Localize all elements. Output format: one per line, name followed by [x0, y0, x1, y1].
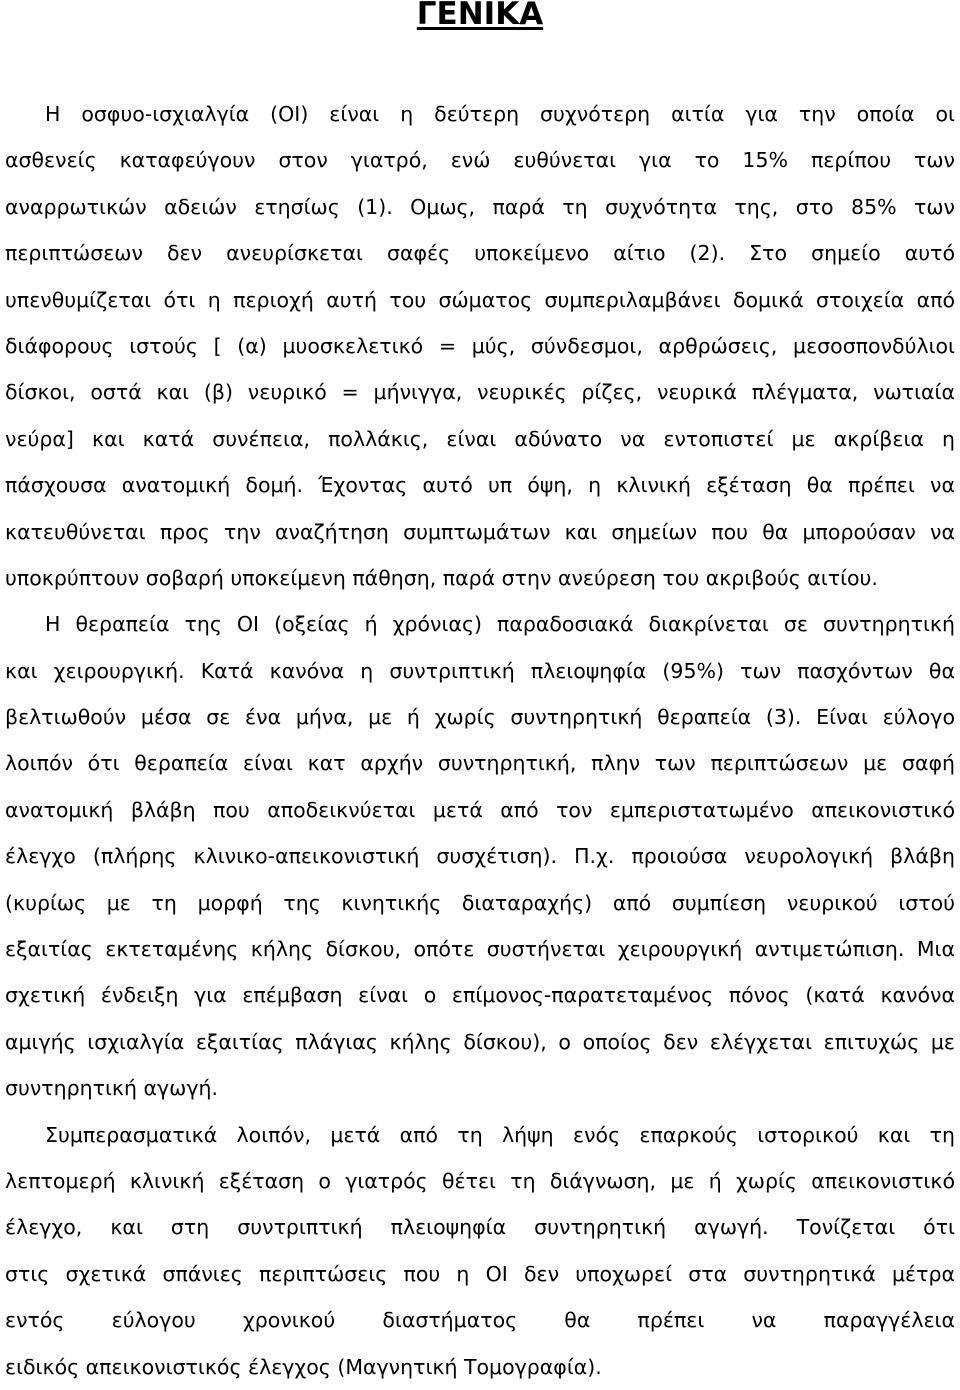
text-line: δίσκοι, οστά και (β) νευρικό = μήνιγγα, νευρικές ρίζες, νευρικά πλέγματα, νωτιαία: [5, 380, 955, 405]
text-line: συντηρητική αγωγή.: [5, 1076, 218, 1101]
text-line: διάφορους ιστούς [ (α) μυοσκελετικό = μύς, σύνδεσμοι, αρθρώσεις, μεσοσπονδύλιοι: [5, 333, 955, 358]
text-line: και χειρουργική. Κατά κανόνα η συντριπτική πλειοψηφία (95%) των πασχόντων θα: [5, 658, 955, 683]
page-title: ΓΕΝΙΚΑ: [416, 0, 544, 32]
text-line: αμιγής ισχιαλγία εξαιτίας πλάγιας κήλης δίσκου), ο οποίος δεν ελέγχεται επιτυχώς με: [5, 1029, 955, 1054]
text-line: κατευθύνεται προς την αναζήτηση συμπτωμάτων και σημείων που θα μπορούσαν να: [5, 519, 955, 544]
text-line: Η οσφυο-ισχιαλγία (ΟΙ) είναι η δεύτερη συχνότερη αιτία για την οποία οι: [45, 102, 955, 126]
text-line: σχετική ένδειξη για επέμβαση είναι ο επίμονος-παρατεταμένος πόνος (κατά κανόνα: [5, 983, 955, 1008]
text-line: Η θεραπεία της ΟΙ (οξείας ή χρόνιας) παραδοσιακά διακρίνεται σε συντηρητική: [45, 612, 955, 637]
text-line: υπενθυμίζεται ότι η περιοχή αυτή του σώματος συμπεριλαμβάνει δομικά στοιχεία από: [5, 287, 955, 312]
text-line: νεύρα] και κατά συνέπεια, πολλάκις, είναι αδύνατο να εντοπιστεί με ακρίβεια η: [5, 426, 955, 451]
text-line: υποκρύπτουν σοβαρή υποκείμενη πάθηση, παρά στην ανεύρεση του ακριβούς αιτίου.: [5, 565, 878, 590]
text-line: λεπτομερή κλινική εξέταση ο γιατρός θέτει τη διάγνωση, με ή χωρίς απεικονιστικό: [5, 1168, 955, 1193]
text-line: ανατομική βλάβη που αποδεικνύεται μετά από τον εμπεριστατωμένο απεικονιστικό: [5, 797, 955, 822]
text-line: εξαιτίας εκτεταμένης κήλης δίσκου, οπότε συστήνεται χειρουργική αντιμετώπιση. Μια: [5, 937, 955, 962]
text-line: στις σχετικά σπάνιες περιπτώσεις που η ΟΙ δεν υποχωρεί στα συντηρητικά μέτρα: [5, 1261, 955, 1286]
text-line: λοιπόν ότι θεραπεία είναι κατ αρχήν συντηρητική, πλην των περιπτώσεων με σαφή: [5, 751, 955, 776]
text-line: έλεγχο, και στη συντριπτική πλειοψηφία συντηρητική αγωγή. Τονίζεται ότι: [5, 1215, 955, 1240]
text-line: Συμπερασματικά λοιπόν, μετά από τη λήψη ενός επαρκούς ιστορικού και τη: [45, 1122, 955, 1147]
text-line: αναρρωτικών αδειών ετησίως (1). Ομως, παρά τη συχνότητα της, στο 85% των: [5, 194, 955, 219]
text-line: βελτιωθούν μέσα σε ένα μήνα, με ή χωρίς συντηρητική θεραπεία (3). Είναι εύλογο: [5, 705, 955, 730]
document-body: [5, 91, 955, 1390]
text-line: πάσχουσα ανατομική δομή. Έχοντας αυτό υπ όψη, η κλινική εξέταση θα πρέπει να: [5, 473, 955, 498]
text-line: έλεγχο (πλήρης κλινικο-απεικονιστική συσχέτιση). Π.χ. προιούσα νευρολογική βλάβη: [5, 844, 955, 869]
text-line: (κυρίως με τη μορφή της κινητικής διαταραχής) από συμπίεση νευρικού ιστού: [5, 890, 955, 915]
text-line: εντός εύλογου χρονικού διαστήματος θα πρέπει να παραγγέλεια: [5, 1308, 955, 1333]
text-line: ειδικός απεικονιστικός έλεγχος (Μαγνητική Τομογραφία).: [5, 1354, 602, 1379]
text-line: περιπτώσεων δεν ανευρίσκεται σαφές υποκείμενο αίτιο (2). Στο σημείο αυτό: [5, 241, 955, 266]
text-line: ασθενείς καταφεύγουν στον γιατρό, ενώ ευθύνεται για το 15% περίπου των: [5, 148, 955, 173]
